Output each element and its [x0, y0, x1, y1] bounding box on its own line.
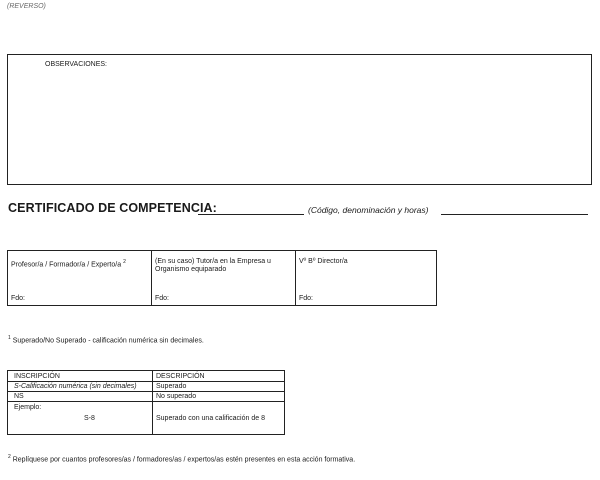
table-row	[8, 382, 284, 392]
signature-cell-profesor[interactable]	[8, 251, 151, 305]
table-row	[8, 402, 284, 435]
signature-fdo-tutor: Fdo:	[155, 295, 170, 302]
codes-inscripcion: S-Calificación numérica (sin decimales)	[14, 383, 137, 390]
signature-heading-tutor: (En su caso) Tutor/a en la Empresa u Organismo equiparado	[155, 258, 271, 273]
codes-header-descripcion: DESCRIPCIÓN	[156, 373, 205, 380]
footnote-1: $^1$ Superado/No Superado - calificación numérica sin decimales.	[8, 335, 204, 345]
table-row	[8, 392, 284, 402]
codes-table	[7, 370, 285, 435]
codes-inscripcion: NS	[14, 393, 24, 400]
signature-fdo-director: Fdo:	[299, 295, 314, 302]
footnote-ref-2: 2	[123, 259, 126, 265]
signature-cell-tutor[interactable]	[151, 251, 295, 305]
signature-fdo-profesor: Fdo:	[11, 295, 26, 302]
codes-descripcion: Superado con una calificación de 8	[156, 415, 265, 422]
observations-label: OBSERVACIONES:	[45, 61, 107, 68]
signature-heading-director: Vº Bº Director/a	[299, 258, 348, 265]
observations-box[interactable]	[7, 54, 592, 185]
certificate-note: (Código, denominación y horas)	[308, 205, 429, 215]
codes-descripcion: No superado	[156, 393, 197, 400]
certificate-title: CERTIFICADO DE COMPETENCIA:	[8, 201, 217, 215]
signatures-table	[7, 250, 437, 306]
certificate-code-line[interactable]	[198, 214, 304, 215]
certificate-hours-line[interactable]	[441, 214, 588, 215]
codes-inscripcion: S-8	[84, 415, 95, 422]
signature-cell-director[interactable]	[295, 251, 436, 305]
footnote-2: $^2$ Replíquese por cuantos profesores/as / formadores/as / expertos/as estén presentes en esta acción formativa.	[8, 454, 356, 464]
codes-header-inscripcion: INSCRIPCIÓN	[14, 373, 60, 380]
codes-example-label: Ejemplo:	[14, 404, 42, 411]
codes-header-row	[8, 371, 284, 382]
codes-descripcion: Superado	[156, 383, 187, 390]
reverso-label: (REVERSO)	[7, 3, 46, 10]
signature-heading-profesor: Profesor/a / Formador/a / Experto/a $^2$	[11, 259, 126, 269]
